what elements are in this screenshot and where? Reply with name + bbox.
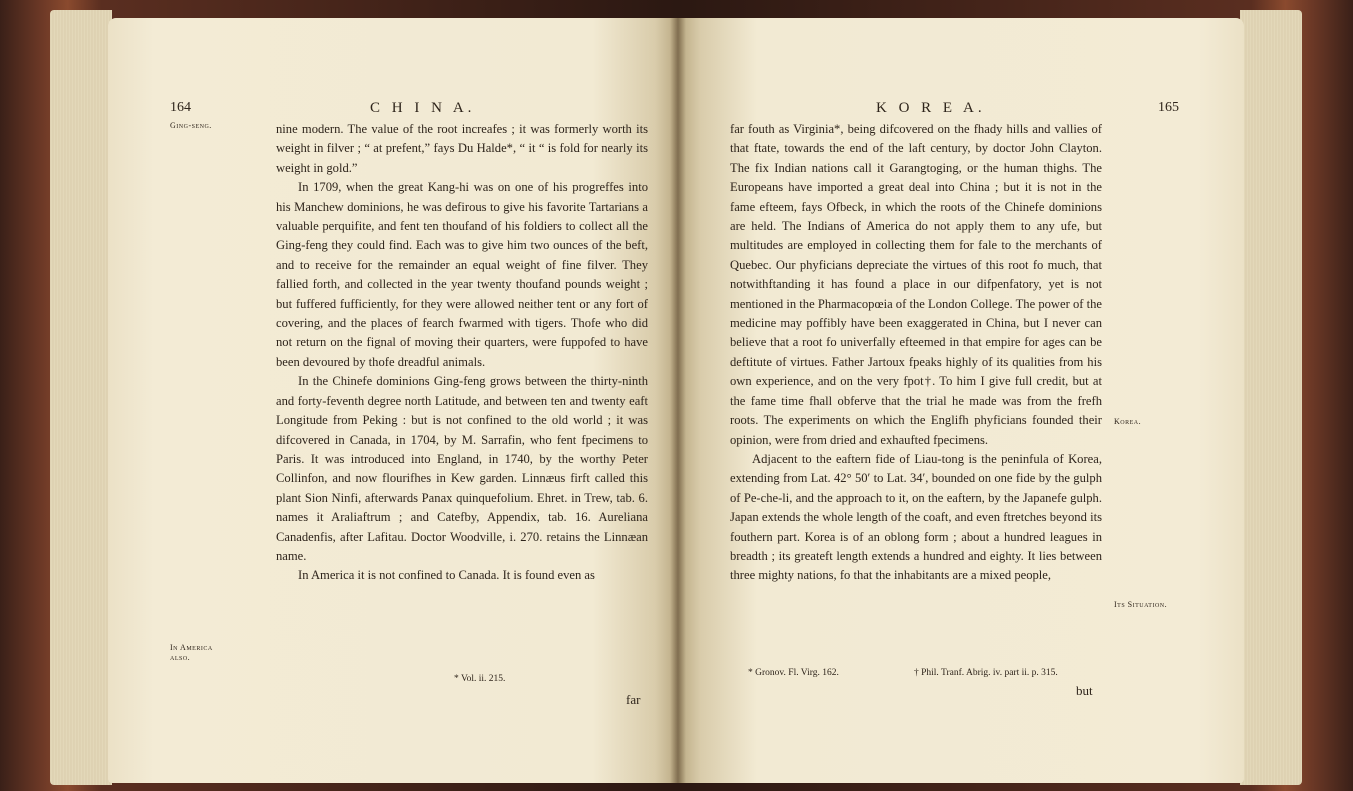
page-number: 165 <box>1158 100 1179 115</box>
margin-note: Korea. <box>1114 417 1142 426</box>
paragraph: In America it is not confined to Canada. It is found even as <box>298 568 595 583</box>
paragraph: far fouth as Virginia*, being difcovered on the fhady hills and vallies of that ftate, towards the end of the laft century, by doctor John Clayton. The fix Indian nations call it Garangtoging, or the human thighs. The Europeans have imported a great deal into China ; but it is not in the fame efteem, fays Ofbeck, in which the roots of the Chinefe dominions are held. The Indians of America do not apply them to any ufe, but multitudes are employed in collecting them for fale to the merchants of Quebec. Our phyficians depreciate the virtues of this root fo much, that notwithftanding it has found a place in our difpenfatory, yet is not mentioned in the Pharmacopœia of the London College. The power of the medicine may poffibly have been exaggerated in China, but I never can believe that a root fo univerfally efteemed in that empire for ages can be deftitute of virtues. Father Jartoux fpeaks highly of its qualities from his own experience, and on the very fpot†. To him I give full credit, but at the fame time fhall obferve that the trial he made was from the frefh roots. The experiments on which the Englifh phyficians founded their opinion, were from dried and exhaufted fpecimens. <box>730 122 1102 447</box>
right-page <box>678 18 1244 783</box>
margin-note: Its Situation. <box>1114 600 1168 609</box>
left-body-text <box>276 120 648 586</box>
catchword: but <box>1076 683 1093 698</box>
margin-note: In America also. <box>170 643 213 662</box>
right-page-edges <box>1240 10 1302 785</box>
book-gutter <box>670 18 686 783</box>
left-page <box>108 18 678 783</box>
paragraph: nine modern. The value of the root increafes ; it was formerly worth its weight in filver ; “ at prefent,” fays Du Halde*, “ it “ is fold for nearly its weight in gold.” <box>276 122 648 175</box>
footnote: * Gronov. Fl. Virg. 162. <box>748 668 839 678</box>
page-number: 164 <box>170 100 191 115</box>
paragraph: In the Chinefe dominions Ging-feng grows between the thirty-ninth and forty-feventh degree north Latitude, and between ten and twenty eaft Longitude from Peking : but is not confined to the old world ; it was difcovered in Canada, in 1704, by M. Sarrafin, who fent fpecimens to Paris. It was introduced into England, in 1740, by the worthy Peter Collinfon, and now flourifhes in Kew garden. Linnæus firft called this plant Sion Ninfi, afterwards Panax quinquefolium. Ehret. in Trew, tab. 6. names it Araliaftrum ; and Catefby, Appendix, tab. 16. Aureliana Canadenfis, after Lafitau. Doctor Woodville, i. 270. retains the Linnæan name. <box>276 374 648 563</box>
catchword: far <box>626 692 641 707</box>
right-body-text <box>730 120 1102 586</box>
running-head: C H I N A. <box>370 100 476 116</box>
margin-note: Ging-seng. <box>170 121 212 130</box>
running-head: K O R E A. <box>876 100 986 116</box>
paragraph: Adjacent to the eaftern fide of Liau-tong is the peninfula of Korea, extending from Lat. 42° 50′ to Lat. 34′, bounded on one fide by the gulph of Pe-che-li, and the approach to it, on the eaftern, by the Japanefe gulph. Japan extends the whole length of the coaft, and even ftretches beyond its fouthern part. Korea is of an oblong form ; about a hundred leagues in breadth ; its greateft length extends a hundred and eighty. It lies between three mighty nations, fo that the inhabitants are a mixed people, <box>730 451 1102 583</box>
footnote: † Phil. Tranf. Abrig. iv. part ii. p. 315. <box>914 668 1058 678</box>
left-page-edges <box>50 10 112 785</box>
paragraph: In 1709, when the great Kang-hi was on one of his progreffes into his Manchew dominions, he was defirous to give his favorite Tartarians a valuable perquifite, and fent ten thoufand of his foldiers to collect all the Ging-feng they could find. Each was to give him two ounces of the beft, and to receive for the remainder an equal weight of fine filver. They fallied forth, and collected in the year twenty thoufand pounds weight ; but fuffered fufficiently, for they were allowed neither tent or any fort of covering, and the places of fearch fwarmed with tigers. Thofe who did not return on the fignal of moving their quarters, were fuppofed to have been devoured by thofe dreadful animals. <box>276 180 648 369</box>
footnote: * Vol. ii. 215. <box>454 674 506 684</box>
